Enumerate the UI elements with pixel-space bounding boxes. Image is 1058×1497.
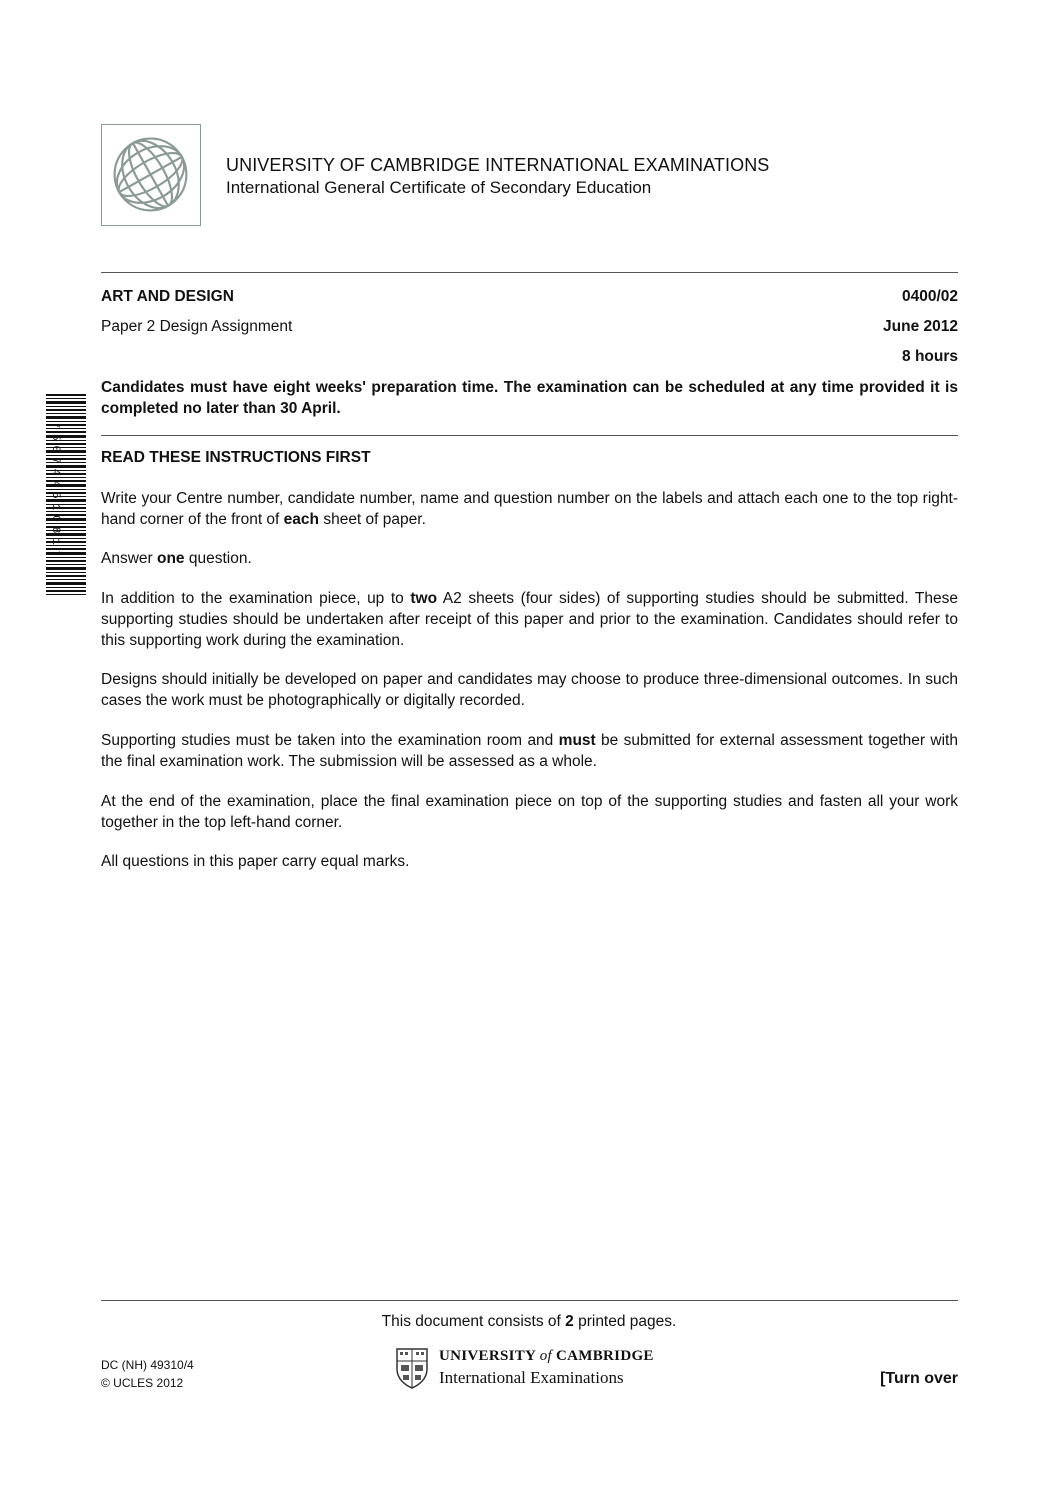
instruction-end-of-exam: At the end of the examination, place the final examination piece on top of the supporting studies and fasten all your work together in the top left-hand corner. [101, 793, 958, 831]
paper-title: Paper 2 Design Assignment [101, 318, 293, 335]
instruction-supporting-studies: Supporting studies must be taken into the examination room and must be submitted for external assessment together with the final examination work. The submission will be assessed as a whole. [101, 732, 958, 770]
instruction-designs: Designs should initially be developed on paper and candidates may choose to produce three-dimensional outcomes. In such cases the work must be photographically or digitally recorded. [101, 671, 958, 709]
globe-logo [101, 124, 201, 226]
preparation-notice: Candidates must have eight weeks' preparation time. The examination can be scheduled at any time provided it is completed no later than 30 April. [101, 379, 958, 417]
cambridge-logo-line1: UNIVERSITY of CAMBRIDGE [439, 1348, 654, 1364]
org-name: UNIVERSITY OF CAMBRIDGE INTERNATIONAL EXAMINATIONS [226, 155, 770, 175]
globe-icon [102, 125, 199, 224]
instruction-supporting-sheets: In addition to the examination piece, up to two A2 sheets (four sides) of supporting studies should be submitted. These supporting studies should be undertaken after receipt of this paper and prior to the examination. Candidates should refer to this supporting work during the examination. [101, 590, 958, 649]
top-divider [101, 272, 958, 273]
page-count-notice: This document consists of 2 printed pages. [381, 1313, 677, 1330]
cambridge-logo-line2: International Examinations [439, 1368, 624, 1387]
crest-icon [395, 1347, 429, 1389]
instructions-heading: READ THESE INSTRUCTIONS FIRST [101, 449, 371, 466]
instruction-marks: All questions in this paper carry equal marks. [101, 853, 410, 870]
middle-divider [101, 435, 958, 436]
copyright-notice: © UCLES 2012 [101, 1376, 184, 1390]
turn-over-label: [Turn over [880, 1370, 958, 1387]
candidate-barcode [40, 390, 88, 600]
instruction-labels: Write your Centre number, candidate number, name and question number on the labels and attach each one to the top right-hand corner of the front of each sheet of paper. [101, 490, 958, 528]
footer-divider [101, 1300, 958, 1301]
exam-session: June 2012 [883, 318, 958, 335]
cambridge-crest-logo [395, 1347, 429, 1389]
instruction-answer: Answer one question. [101, 550, 252, 567]
subject-title: ART AND DESIGN [101, 288, 234, 305]
document-reference: DC (NH) 49310/4 [101, 1358, 194, 1372]
barcode-text: *5074451081* [49, 422, 61, 562]
paper-code: 0400/02 [901, 288, 958, 305]
qualification-title: International General Certificate of Secondary Education [226, 178, 652, 197]
exam-duration: 8 hours [902, 348, 958, 365]
